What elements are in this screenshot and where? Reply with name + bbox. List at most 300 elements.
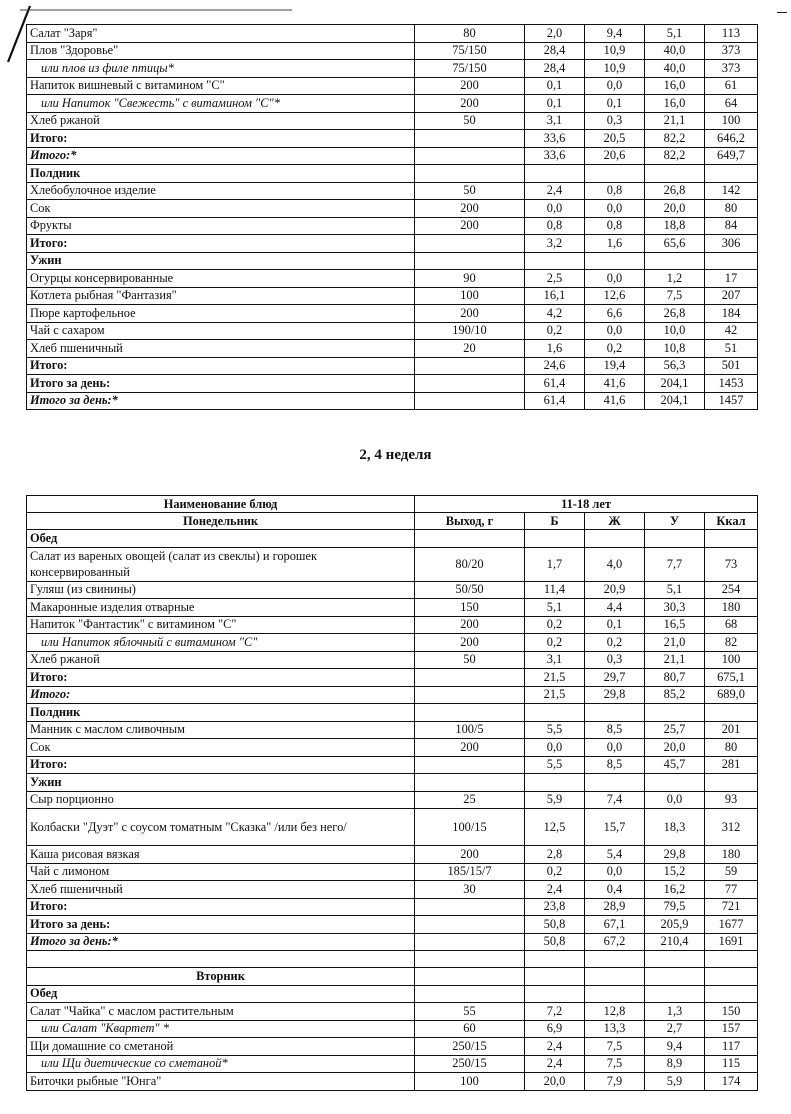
fat-cell: 41,6 [585, 392, 645, 410]
dish-name: Полдник [27, 704, 415, 722]
fat-cell: 19,4 [585, 357, 645, 375]
dish-name: Обед [27, 530, 415, 548]
table-row [27, 1020, 758, 1038]
fat-cell: 12,6 [585, 287, 645, 305]
fat-cell: 1,6 [585, 235, 645, 253]
table-row [27, 340, 758, 358]
header-protein: Б [525, 513, 585, 530]
kcal-cell: 174 [705, 1073, 758, 1091]
fat-cell: 20,5 [585, 130, 645, 148]
protein-cell: 5,5 [525, 756, 585, 774]
output-cell: 100/5 [415, 721, 525, 739]
table-row [27, 42, 758, 60]
output-cell [415, 985, 525, 1003]
output-cell: 50 [415, 182, 525, 200]
fat-cell: 29,8 [585, 686, 645, 704]
protein-cell: 2,4 [525, 881, 585, 899]
total-row [27, 357, 758, 375]
output-cell [415, 165, 525, 183]
dish-name [27, 951, 415, 968]
output-cell [415, 756, 525, 774]
kcal-cell: 1457 [705, 392, 758, 410]
protein-cell: 0,1 [525, 77, 585, 95]
dish-name: Хлеб ржаной [27, 651, 415, 669]
kcal-cell: 77 [705, 881, 758, 899]
carbs-cell: 21,1 [645, 112, 705, 130]
kcal-cell: 501 [705, 357, 758, 375]
protein-cell: 33,6 [525, 147, 585, 165]
output-cell [415, 252, 525, 270]
table-row [27, 581, 758, 599]
table-row [27, 60, 758, 78]
section-row [27, 165, 758, 183]
protein-cell: 0,1 [525, 95, 585, 113]
carbs-cell: 15,2 [645, 863, 705, 881]
dish-name: Обед [27, 985, 415, 1003]
fat-cell: 20,6 [585, 147, 645, 165]
kcal-cell [705, 704, 758, 722]
output-cell: 50 [415, 651, 525, 669]
kcal-cell: 68 [705, 616, 758, 634]
dish-name: Ужин [27, 774, 415, 792]
kcal-cell: 73 [705, 547, 758, 581]
dish-name: Щи домашние со сметаной [27, 1038, 415, 1056]
output-cell: 200 [415, 217, 525, 235]
protein-cell: 5,5 [525, 721, 585, 739]
protein-cell [525, 951, 585, 968]
section-row [27, 704, 758, 722]
table-row [27, 634, 758, 652]
protein-cell [525, 774, 585, 792]
menu-table-header [27, 496, 758, 530]
output-cell: 75/150 [415, 42, 525, 60]
carbs-cell: 16,2 [645, 881, 705, 899]
kcal-cell: 117 [705, 1038, 758, 1056]
fat-cell: 7,5 [585, 1055, 645, 1073]
output-cell: 90 [415, 270, 525, 288]
fat-cell: 15,7 [585, 809, 645, 846]
fat-cell [585, 968, 645, 986]
dish-name: или Напиток яблочный с витамином "С" [27, 634, 415, 652]
protein-cell: 2,4 [525, 1055, 585, 1073]
output-cell: 80/20 [415, 547, 525, 581]
table-row [27, 182, 758, 200]
protein-cell: 1,7 [525, 547, 585, 581]
kcal-cell: 100 [705, 651, 758, 669]
dish-name: Пюре картофельное [27, 305, 415, 323]
kcal-cell: 82 [705, 634, 758, 652]
kcal-cell: 1691 [705, 933, 758, 951]
header-kcal: Ккал [705, 513, 758, 530]
header-row-columns [27, 513, 758, 530]
spacer-row [27, 951, 758, 968]
kcal-cell: 254 [705, 581, 758, 599]
kcal-cell: 184 [705, 305, 758, 323]
carbs-cell [645, 704, 705, 722]
dish-name: Итого за день: [27, 916, 415, 934]
carbs-cell: 2,7 [645, 1020, 705, 1038]
fat-cell: 67,2 [585, 933, 645, 951]
header-fat: Ж [585, 513, 645, 530]
dish-name: Итого: [27, 898, 415, 916]
dish-name: Итого: [27, 756, 415, 774]
protein-cell: 7,2 [525, 1003, 585, 1021]
output-cell: 200 [415, 634, 525, 652]
menu-table-continuation [26, 24, 758, 410]
carbs-cell: 7,7 [645, 547, 705, 581]
dish-name: Хлеб пшеничный [27, 881, 415, 899]
fat-cell: 12,8 [585, 1003, 645, 1021]
carbs-cell: 20,0 [645, 200, 705, 218]
table-row [27, 651, 758, 669]
dish-name: Вторник [27, 968, 415, 986]
output-cell [415, 375, 525, 393]
fat-cell: 10,9 [585, 60, 645, 78]
dish-name: или плов из филе птицы* [27, 60, 415, 78]
table-row [27, 616, 758, 634]
output-cell: 60 [415, 1020, 525, 1038]
header-day: Понедельник [27, 513, 415, 530]
carbs-cell [645, 774, 705, 792]
dish-name: Плов "Здоровье" [27, 42, 415, 60]
table-row [27, 547, 758, 581]
protein-cell: 24,6 [525, 357, 585, 375]
fat-cell: 9,4 [585, 25, 645, 43]
menu-table-week-body [27, 530, 758, 1091]
output-cell [415, 530, 525, 548]
table-row [27, 846, 758, 864]
carbs-cell: 65,6 [645, 235, 705, 253]
fat-cell: 41,6 [585, 375, 645, 393]
protein-cell: 28,4 [525, 60, 585, 78]
dish-name: Итого: [27, 669, 415, 687]
output-cell: 200 [415, 305, 525, 323]
output-cell [415, 774, 525, 792]
kcal-cell: 281 [705, 756, 758, 774]
kcal-cell: 80 [705, 739, 758, 757]
carbs-cell: 205,9 [645, 916, 705, 934]
protein-cell: 5,9 [525, 791, 585, 809]
fat-cell: 0,8 [585, 217, 645, 235]
protein-cell: 4,2 [525, 305, 585, 323]
dish-name: Чай с сахаром [27, 322, 415, 340]
protein-cell [525, 704, 585, 722]
carbs-cell: 82,2 [645, 147, 705, 165]
fat-cell: 29,7 [585, 669, 645, 687]
kcal-cell: 64 [705, 95, 758, 113]
kcal-cell [705, 530, 758, 548]
protein-cell: 20,0 [525, 1073, 585, 1091]
section-row [27, 774, 758, 792]
protein-cell: 33,6 [525, 130, 585, 148]
table-row [27, 881, 758, 899]
fat-cell: 0,0 [585, 270, 645, 288]
carbs-cell: 8,9 [645, 1055, 705, 1073]
output-cell: 25 [415, 791, 525, 809]
protein-cell: 5,1 [525, 599, 585, 617]
kcal-cell: 1453 [705, 375, 758, 393]
fat-cell: 8,5 [585, 756, 645, 774]
output-cell [415, 968, 525, 986]
fat-cell: 0,1 [585, 95, 645, 113]
total-row [27, 375, 758, 393]
kcal-cell: 689,0 [705, 686, 758, 704]
dish-name: Каша рисовая вязкая [27, 846, 415, 864]
kcal-cell: 150 [705, 1003, 758, 1021]
dish-name: Салат "Заря" [27, 25, 415, 43]
protein-cell: 61,4 [525, 392, 585, 410]
carbs-cell: 5,1 [645, 581, 705, 599]
dish-name: Напиток вишневый с витамином "С" [27, 77, 415, 95]
carbs-cell: 16,0 [645, 95, 705, 113]
menu-table-continuation-body [27, 25, 758, 410]
table-row [27, 1038, 758, 1056]
fat-cell: 7,4 [585, 791, 645, 809]
kcal-cell [705, 985, 758, 1003]
kcal-cell: 646,2 [705, 130, 758, 148]
fat-cell [585, 774, 645, 792]
carbs-cell: 5,9 [645, 1073, 705, 1091]
carbs-cell: 9,4 [645, 1038, 705, 1056]
output-cell: 200 [415, 846, 525, 864]
table-row [27, 1073, 758, 1091]
carbs-cell: 80,7 [645, 669, 705, 687]
kcal-cell: 42 [705, 322, 758, 340]
protein-cell: 0,8 [525, 217, 585, 235]
section-row [27, 985, 758, 1003]
output-cell [415, 951, 525, 968]
carbs-cell [645, 985, 705, 1003]
protein-cell: 0,2 [525, 634, 585, 652]
table-row [27, 217, 758, 235]
protein-cell: 0,2 [525, 322, 585, 340]
carbs-cell [645, 252, 705, 270]
kcal-cell: 17 [705, 270, 758, 288]
dish-name: Итого за день:* [27, 933, 415, 951]
dish-name: Итого: [27, 357, 415, 375]
table-row [27, 322, 758, 340]
fat-cell [585, 252, 645, 270]
total-row [27, 130, 758, 148]
kcal-cell: 80 [705, 200, 758, 218]
table-row [27, 287, 758, 305]
output-cell: 50 [415, 112, 525, 130]
protein-cell: 61,4 [525, 375, 585, 393]
header-carbs: У [645, 513, 705, 530]
output-cell [415, 898, 525, 916]
kcal-cell: 373 [705, 42, 758, 60]
output-cell [415, 130, 525, 148]
carbs-cell: 5,1 [645, 25, 705, 43]
protein-cell: 3,1 [525, 651, 585, 669]
carbs-cell: 82,2 [645, 130, 705, 148]
kcal-cell: 306 [705, 235, 758, 253]
carbs-cell: 21,0 [645, 634, 705, 652]
output-cell [415, 669, 525, 687]
header-dishes: Наименование блюд [27, 496, 415, 513]
fat-cell: 0,4 [585, 881, 645, 899]
protein-cell [525, 252, 585, 270]
kcal-cell: 201 [705, 721, 758, 739]
carbs-cell: 7,5 [645, 287, 705, 305]
total-row [27, 933, 758, 951]
total-row [27, 392, 758, 410]
total-row [27, 898, 758, 916]
protein-cell [525, 530, 585, 548]
table-row [27, 25, 758, 43]
fat-cell: 0,0 [585, 863, 645, 881]
dish-name: Салат из вареных овощей (салат из свеклы) и горошек консервированный [27, 547, 415, 581]
carbs-cell: 0,0 [645, 791, 705, 809]
carbs-cell [645, 968, 705, 986]
carbs-cell: 56,3 [645, 357, 705, 375]
total-row [27, 686, 758, 704]
protein-cell: 16,1 [525, 287, 585, 305]
protein-cell: 50,8 [525, 916, 585, 934]
output-cell: 50/50 [415, 581, 525, 599]
protein-cell [525, 968, 585, 986]
week-title: 2, 4 неделя [359, 447, 432, 463]
protein-cell: 2,8 [525, 846, 585, 864]
dish-name: Итого:* [27, 147, 415, 165]
table-row [27, 112, 758, 130]
fat-cell: 10,9 [585, 42, 645, 60]
dish-name: Макаронные изделия отварные [27, 599, 415, 617]
carbs-cell [645, 165, 705, 183]
dish-name: Итого: [27, 686, 415, 704]
table-row [27, 77, 758, 95]
table-row [27, 791, 758, 809]
fat-cell: 0,2 [585, 634, 645, 652]
protein-cell: 0,2 [525, 616, 585, 634]
carbs-cell: 26,8 [645, 305, 705, 323]
output-cell [415, 392, 525, 410]
kcal-cell: 675,1 [705, 669, 758, 687]
fat-cell: 4,0 [585, 547, 645, 581]
dish-name: Ужин [27, 252, 415, 270]
carbs-cell: 16,0 [645, 77, 705, 95]
carbs-cell: 30,3 [645, 599, 705, 617]
carbs-cell: 85,2 [645, 686, 705, 704]
carbs-cell: 1,3 [645, 1003, 705, 1021]
header-output: Выход, г [415, 513, 525, 530]
dish-name: Итого за день:* [27, 392, 415, 410]
output-cell: 190/10 [415, 322, 525, 340]
total-row [27, 147, 758, 165]
kcal-cell: 649,7 [705, 147, 758, 165]
protein-cell [525, 165, 585, 183]
kcal-cell: 180 [705, 846, 758, 864]
dish-name: Хлеб ржаной [27, 112, 415, 130]
fat-cell: 5,4 [585, 846, 645, 864]
fat-cell: 28,9 [585, 898, 645, 916]
protein-cell: 1,6 [525, 340, 585, 358]
carbs-cell: 29,8 [645, 846, 705, 864]
output-cell [415, 235, 525, 253]
dish-name: Чай с лимоном [27, 863, 415, 881]
carbs-cell: 26,8 [645, 182, 705, 200]
section-row [27, 252, 758, 270]
protein-cell: 0,0 [525, 200, 585, 218]
day-row [27, 968, 758, 986]
total-row [27, 756, 758, 774]
dish-name: Гуляш (из свинины) [27, 581, 415, 599]
fat-cell [585, 951, 645, 968]
dish-name: Котлета рыбная "Фантазия" [27, 287, 415, 305]
kcal-cell: 59 [705, 863, 758, 881]
dish-name: Салат "Чайка" с маслом растительным [27, 1003, 415, 1021]
carbs-cell: 204,1 [645, 375, 705, 393]
protein-cell: 2,4 [525, 182, 585, 200]
dish-name: Сок [27, 739, 415, 757]
table-row [27, 739, 758, 757]
kcal-cell [705, 968, 758, 986]
output-cell [415, 704, 525, 722]
output-cell: 100 [415, 287, 525, 305]
fat-cell: 0,8 [585, 182, 645, 200]
kcal-cell: 312 [705, 809, 758, 846]
output-cell: 55 [415, 1003, 525, 1021]
kcal-cell: 93 [705, 791, 758, 809]
fat-cell: 7,9 [585, 1073, 645, 1091]
kcal-cell: 100 [705, 112, 758, 130]
protein-cell [525, 985, 585, 1003]
dish-name: Итого за день: [27, 375, 415, 393]
output-cell: 30 [415, 881, 525, 899]
dish-name: или Щи диетические со сметаной* [27, 1055, 415, 1073]
kcal-cell: 115 [705, 1055, 758, 1073]
kcal-cell [705, 252, 758, 270]
table-row [27, 809, 758, 846]
table-row [27, 95, 758, 113]
protein-cell: 6,9 [525, 1020, 585, 1038]
kcal-cell: 157 [705, 1020, 758, 1038]
total-row [27, 235, 758, 253]
fat-cell: 13,3 [585, 1020, 645, 1038]
table-row [27, 270, 758, 288]
fat-cell: 7,5 [585, 1038, 645, 1056]
header-age: 11-18 лет [415, 496, 758, 513]
fat-cell [585, 165, 645, 183]
protein-cell: 3,2 [525, 235, 585, 253]
output-cell: 200 [415, 77, 525, 95]
output-cell [415, 686, 525, 704]
fat-cell: 0,2 [585, 340, 645, 358]
carbs-cell: 20,0 [645, 739, 705, 757]
dish-name: Биточки рыбные "Юнга" [27, 1073, 415, 1091]
dish-name: Огурцы консервированные [27, 270, 415, 288]
kcal-cell: 373 [705, 60, 758, 78]
dish-name: Сыр порционно [27, 791, 415, 809]
carbs-cell: 210,4 [645, 933, 705, 951]
output-cell: 150 [415, 599, 525, 617]
kcal-cell: 721 [705, 898, 758, 916]
kcal-cell: 51 [705, 340, 758, 358]
table-row [27, 1055, 758, 1073]
table-row [27, 200, 758, 218]
menu-table-week [26, 495, 758, 1091]
total-row [27, 669, 758, 687]
fat-cell [585, 985, 645, 1003]
dish-name: Полдник [27, 165, 415, 183]
carbs-cell: 40,0 [645, 60, 705, 78]
table-row [27, 1003, 758, 1021]
fat-cell [585, 530, 645, 548]
output-cell: 100/15 [415, 809, 525, 846]
protein-cell: 2,4 [525, 1038, 585, 1056]
protein-cell: 0,2 [525, 863, 585, 881]
protein-cell: 12,5 [525, 809, 585, 846]
